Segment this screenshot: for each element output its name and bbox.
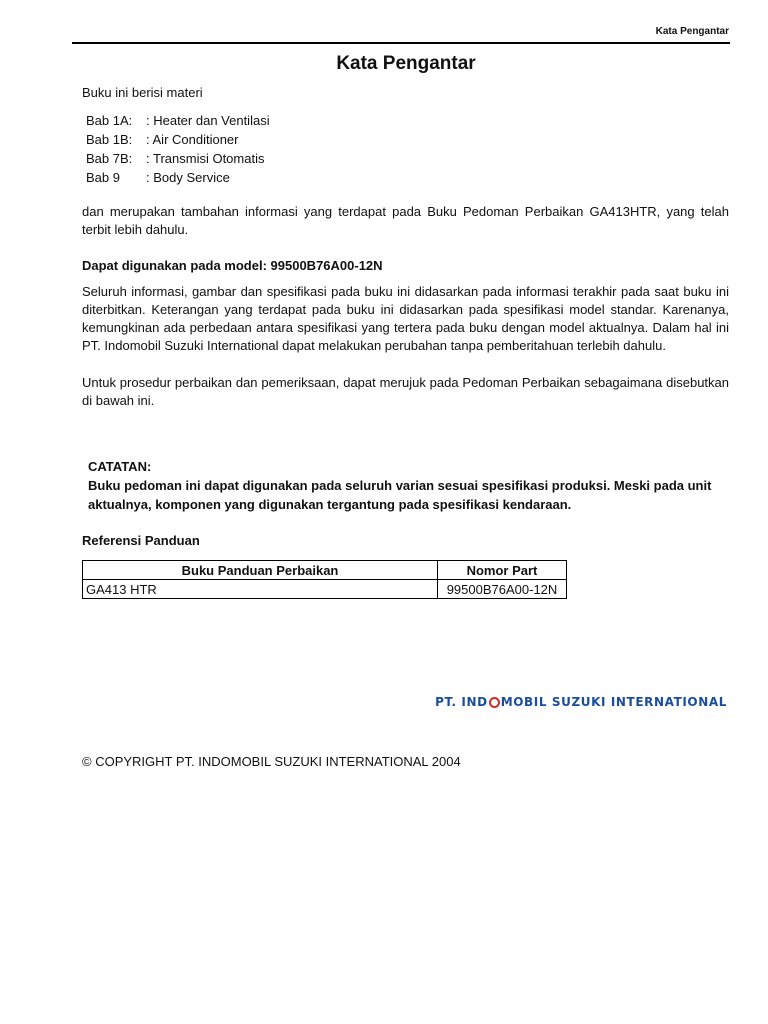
running-header: Kata Pengantar xyxy=(655,26,729,37)
reference-heading: Referensi Panduan xyxy=(82,533,200,548)
note-text: Buku pedoman ini dapat digunakan pada seluruh varian sesuai spesifikasi produksi. Meski pada unit aktualnya, komponen yang digunakan tergantung pada spesifikasi kendaraan. xyxy=(88,478,712,512)
cell-book: GA413 HTR xyxy=(83,580,438,599)
chapter-code: Bab 1B: xyxy=(86,132,133,147)
chapter-name: : Body Service xyxy=(146,170,230,185)
procedure-paragraph: Untuk prosedur perbaikan dan pemeriksaan, dapat merujuk pada Pedoman Perbaikan sebagaimana disebutkan di bawah ini. xyxy=(82,375,729,408)
chapter-code: Bab 1A: xyxy=(86,113,133,128)
intro-text: Buku ini berisi materi xyxy=(82,85,203,100)
info-paragraph: Seluruh informasi, gambar dan spesifikasi pada buku ini didasarkan pada informasi terakhir pada saat buku ini diterbitkan. Keterangan yang terdapat pada buku ini didasarkan pada spesifikasi model standar. Karenanya, kemungkinan ada perbedaan antara spesifikasi yang tertera pada buku dengan model aktualnya. Dalam hal ini PT. Indomobil Suzuki International dapat melakukan perubahan tanpa pemberitahuan terlebih dahulu. xyxy=(82,284,729,353)
reference-table xyxy=(82,560,567,599)
chapter-code: Bab 7B: xyxy=(86,151,133,166)
model-heading: Dapat digunakan pada model: 99500B76A00-12N xyxy=(82,258,383,273)
company-logo xyxy=(435,695,727,709)
chapter-item xyxy=(86,130,270,149)
chapter-list xyxy=(86,111,270,187)
logo-text-start: PT. IND xyxy=(435,695,488,709)
table-header-row xyxy=(83,561,567,580)
chapter-code: Bab 9 xyxy=(86,170,120,185)
column-header-book: Buku Panduan Perbaikan xyxy=(83,561,438,580)
chapter-name: : Heater dan Ventilasi xyxy=(146,113,270,128)
note-block xyxy=(88,457,729,514)
chapter-item xyxy=(86,111,270,130)
page-title: Kata Pengantar xyxy=(336,53,476,74)
chapter-name: : Transmisi Otomatis xyxy=(146,151,265,166)
header-rule xyxy=(72,42,730,44)
chapter-name: : Air Conditioner xyxy=(146,132,239,147)
logo-text-end: MOBIL SUZUKI INTERNATIONAL xyxy=(500,695,727,709)
chapter-item xyxy=(86,168,270,187)
supplement-paragraph: dan merupakan tambahan informasi yang terdapat pada Buku Pedoman Perbaikan GA413HTR, yang telah terbit lebih dahulu. xyxy=(82,204,729,237)
note-label: CATATAN: xyxy=(88,459,152,474)
cell-part-number: 99500B76A00-12N xyxy=(438,580,567,599)
column-header-part: Nomor Part xyxy=(438,561,567,580)
table-row xyxy=(83,580,567,599)
logo-circle-icon xyxy=(489,697,500,708)
copyright-notice: © COPYRIGHT PT. INDOMOBIL SUZUKI INTERNATIONAL 2004 xyxy=(82,754,461,769)
chapter-item xyxy=(86,149,270,168)
